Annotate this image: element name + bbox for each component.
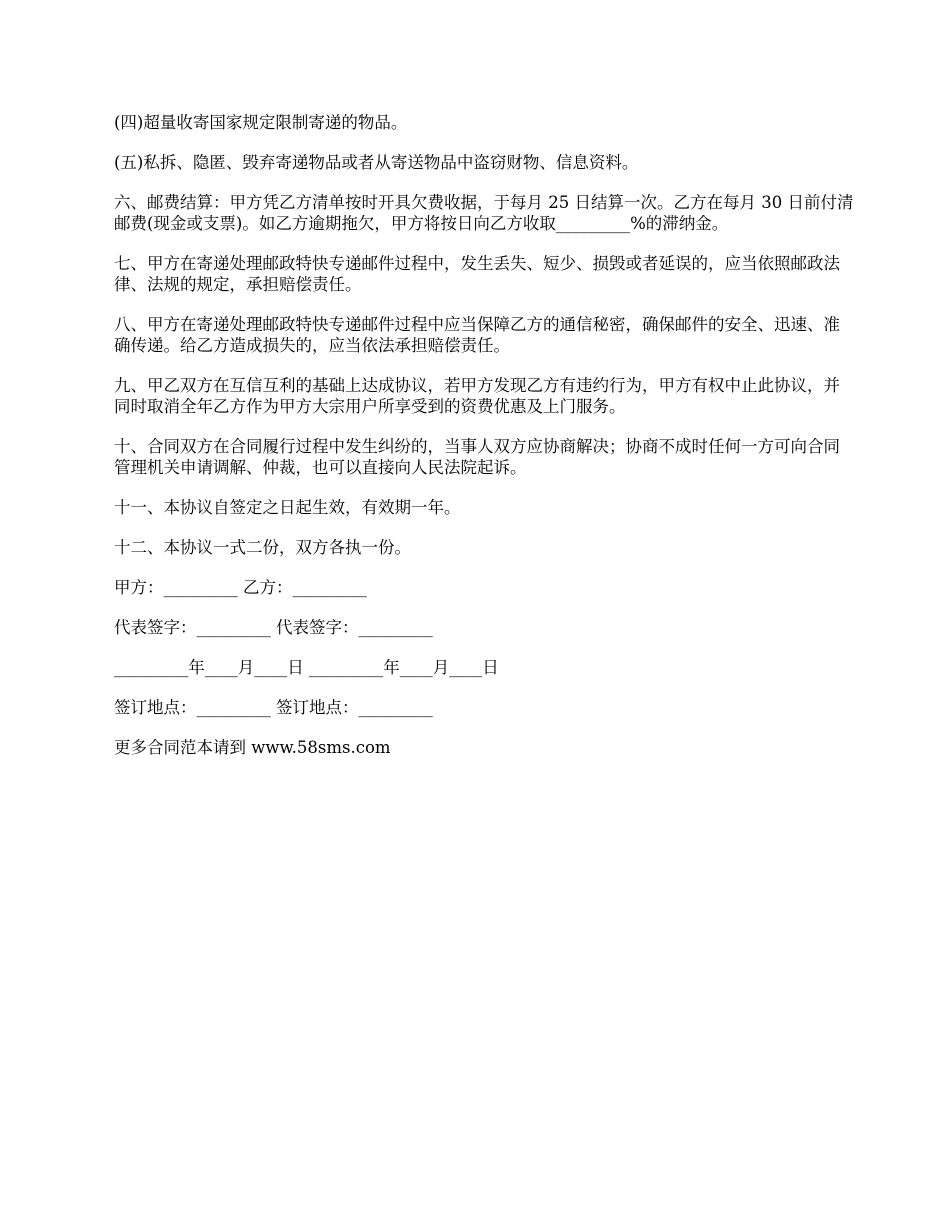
- document-body: [114, 112, 854, 777]
- clause-8-confidentiality: 八、甲方在寄递处理邮政特快专递邮件过程中应当保障乙方的通信秘密，确保邮件的安全、迅速、准确传递。给乙方造成损失的，应当依法承担赔偿责任。: [114, 315, 840, 355]
- clause-9-termination: 九、甲乙双方在互信互利的基础上达成协议，若甲方发现乙方有违约行为，甲方有权中止此协议，并同时取消全年乙方作为甲方大宗用户所享受到的资费优惠及上门服务。: [114, 376, 840, 416]
- signing-location-line: 签订地点：_________ 签订地点：_________: [114, 698, 433, 717]
- clause-11-validity: 十一、本协议自签定之日起生效，有效期一年。: [114, 498, 461, 517]
- clause-4-prohibited-items: (四)超量收寄国家规定限制寄递的物品。: [114, 113, 408, 132]
- clause-5-tampering: (五)私拆、隐匿、毁弃寄递物品或者从寄送物品中盗窃财物、信息资料。: [114, 153, 639, 172]
- footer-note: 更多合同范本请到 www.58sms.com: [114, 738, 391, 757]
- representative-signature-line: 代表签字：_________ 代表签字：_________: [114, 618, 433, 637]
- clause-12-copies: 十二、本协议一式二份，双方各执一份。: [114, 538, 411, 557]
- date-line: _________年____月____日 _________年____月____日: [114, 658, 499, 677]
- clause-10-disputes: 十、合同双方在合同履行过程中发生纠纷的，当事人双方应协商解决；协商不成时任何一方可向合同管理机关申请调解、仲裁，也可以直接向人民法院起诉。: [114, 437, 840, 477]
- parties-line: 甲方：_________ 乙方：_________: [114, 578, 367, 597]
- clause-7-loss-liability: 七、甲方在寄递处理邮政特快专递邮件过程中，发生丢失、短少、损毁或者延误的，应当依照邮政法律、法规的规定，承担赔偿责任。: [114, 254, 840, 294]
- clause-6-postage-settlement: 六、邮费结算：甲方凭乙方清单按时开具欠费收据，于每月 25 日结算一次。乙方在每月 30 日前付清邮费(现金或支票)。如乙方逾期拖欠，甲方将按日向乙方收取_________%的滞纳金。: [114, 193, 854, 233]
